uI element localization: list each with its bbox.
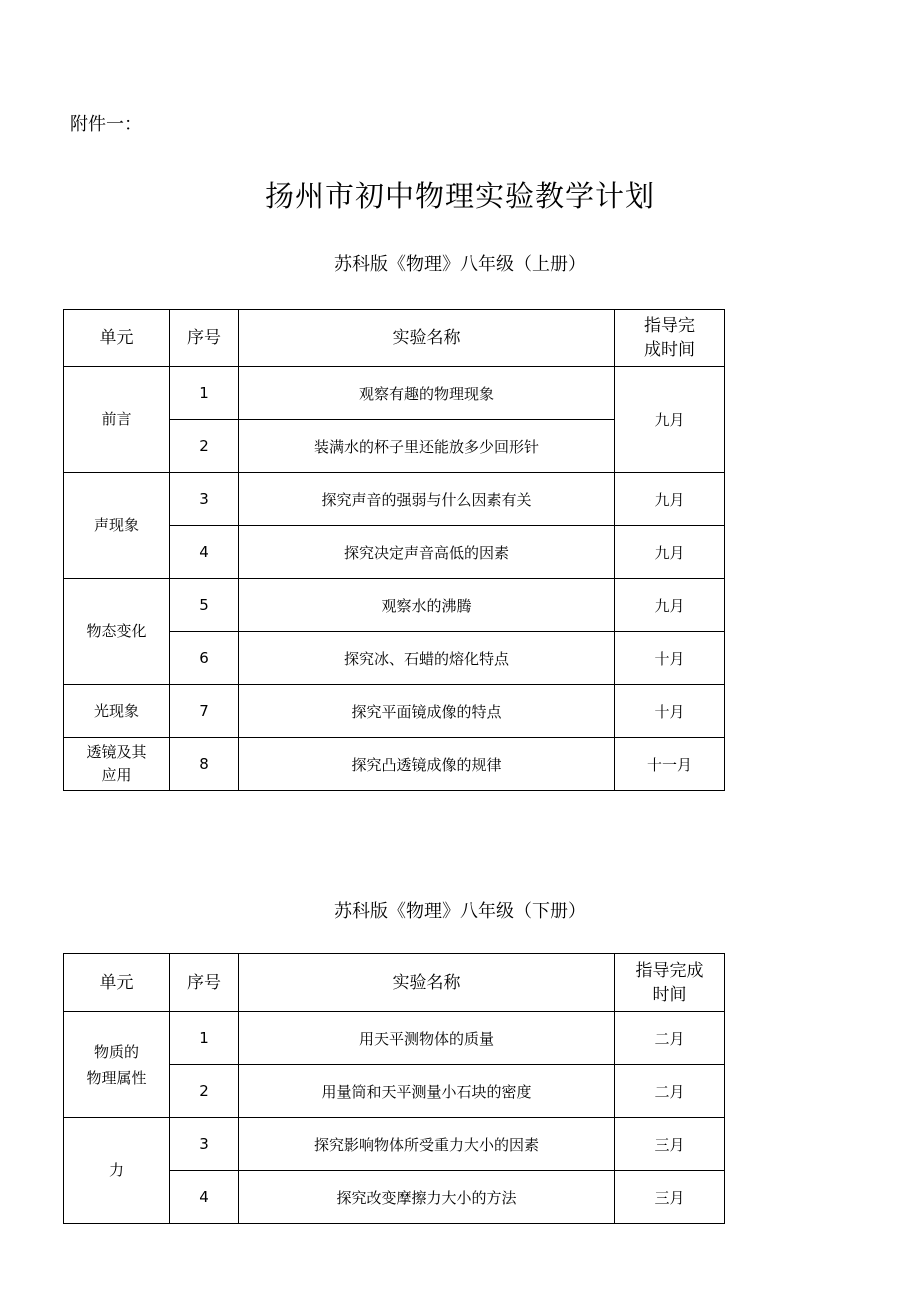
unit-line: 应用 — [101, 766, 132, 784]
table-header-row — [64, 310, 725, 367]
seq-cell: 2 — [170, 420, 239, 473]
experiment-name-cell: 探究决定声音高低的因素 — [239, 526, 615, 579]
experiment-name-cell: 用天平测物体的质量 — [239, 1012, 615, 1065]
column-header-unit: 单元 — [64, 310, 170, 367]
column-header-name: 实验名称 — [239, 310, 615, 367]
attachment-label: 附件一： — [70, 114, 142, 135]
seq-cell: 1 — [170, 367, 239, 420]
time-cell: 九月 — [615, 526, 725, 579]
experiment-name-cell: 探究凸透镜成像的规律 — [239, 738, 615, 791]
column-header-time-line2: 时间 — [652, 984, 687, 1005]
experiment-plan-table-upper — [63, 309, 725, 791]
unit-cell: 前言 — [64, 367, 170, 473]
table-header-row — [64, 954, 725, 1012]
experiment-name-cell: 探究改变摩擦力大小的方法 — [239, 1171, 615, 1224]
time-cell: 二月 — [615, 1012, 725, 1065]
column-header-time-line2: 成时间 — [644, 340, 695, 360]
page-title: 扬州市初中物理实验教学计划 — [264, 179, 655, 213]
seq-cell: 7 — [170, 685, 239, 738]
table-row — [64, 1012, 725, 1065]
unit-cell: 力 — [64, 1118, 170, 1224]
column-header-time-line1: 指导完成 — [635, 960, 704, 981]
unit-line: 物质的 — [93, 1042, 139, 1061]
column-header-time — [615, 310, 725, 367]
experiment-plan-table-lower — [63, 953, 725, 1224]
table-row — [64, 367, 725, 420]
seq-cell: 5 — [170, 579, 239, 632]
experiment-name-cell: 观察水的沸腾 — [239, 579, 615, 632]
unit-cell: 光现象 — [64, 685, 170, 738]
unit-line: 物理属性 — [86, 1068, 147, 1087]
seq-cell: 1 — [170, 1012, 239, 1065]
seq-cell: 3 — [170, 1118, 239, 1171]
table-row — [64, 738, 725, 791]
column-header-seq: 序号 — [170, 954, 239, 1012]
seq-cell: 4 — [170, 1171, 239, 1224]
unit-cell — [64, 1012, 170, 1118]
table-row — [64, 685, 725, 738]
column-header-seq: 序号 — [170, 310, 239, 367]
unit-cell: 物态变化 — [64, 579, 170, 685]
table-row — [64, 579, 725, 632]
time-cell: 十一月 — [615, 738, 725, 791]
time-cell: 三月 — [615, 1171, 725, 1224]
time-cell: 十月 — [615, 685, 725, 738]
unit-line: 透镜及其 — [86, 743, 147, 761]
column-header-time-line1: 指导完 — [644, 316, 695, 336]
column-header-time — [615, 954, 725, 1012]
seq-cell: 8 — [170, 738, 239, 791]
unit-cell: 声现象 — [64, 473, 170, 579]
seq-cell: 6 — [170, 632, 239, 685]
table-row — [64, 473, 725, 526]
experiment-name-cell: 探究冰、石蜡的熔化特点 — [239, 632, 615, 685]
table2-subtitle: 苏科版《物理》八年级（下册） — [334, 901, 586, 922]
time-cell: 十月 — [615, 632, 725, 685]
experiment-name-cell: 用量筒和天平测量小石块的密度 — [239, 1065, 615, 1118]
unit-cell — [64, 738, 170, 791]
column-header-name: 实验名称 — [239, 954, 615, 1012]
time-cell: 二月 — [615, 1065, 725, 1118]
experiment-name-cell: 观察有趣的物理现象 — [239, 367, 615, 420]
seq-cell: 2 — [170, 1065, 239, 1118]
seq-cell: 4 — [170, 526, 239, 579]
table1-subtitle: 苏科版《物理》八年级（上册） — [334, 254, 586, 275]
experiment-name-cell: 探究影响物体所受重力大小的因素 — [239, 1118, 615, 1171]
seq-cell: 3 — [170, 473, 239, 526]
time-cell: 九月 — [615, 367, 725, 473]
experiment-name-cell: 探究平面镜成像的特点 — [239, 685, 615, 738]
time-cell: 九月 — [615, 579, 725, 632]
experiment-name-cell: 装满水的杯子里还能放多少回形针 — [239, 420, 615, 473]
time-cell: 九月 — [615, 473, 725, 526]
column-header-unit: 单元 — [64, 954, 170, 1012]
experiment-name-cell: 探究声音的强弱与什么因素有关 — [239, 473, 615, 526]
table-row — [64, 1118, 725, 1171]
time-cell: 三月 — [615, 1118, 725, 1171]
